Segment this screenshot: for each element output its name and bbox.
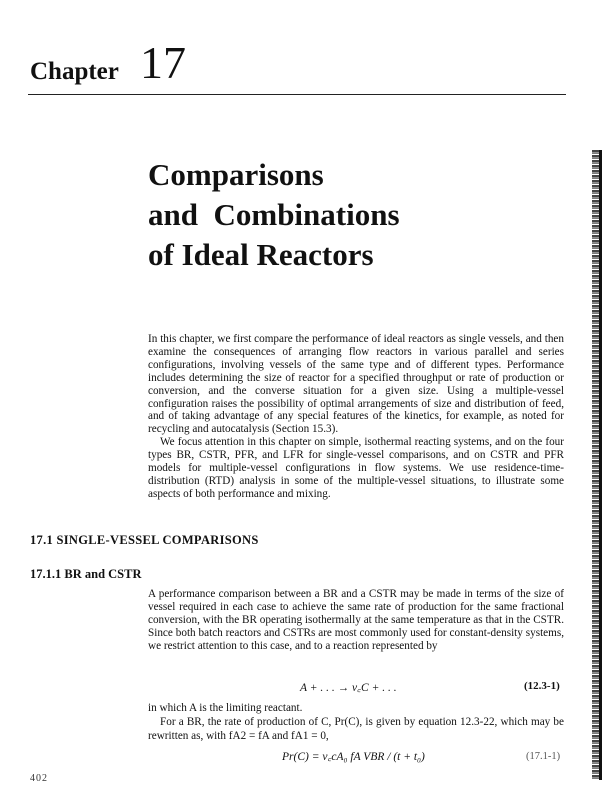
chapter-number: 17 [140,37,186,88]
subsection-heading: 17.1.1 BR and CSTR [30,567,142,581]
intro-paragraph-2: We focus attention in this chapter on simple, isothermal reacting systems, and on the four types BR, CSTR, PFR, and LFR for single-vessel comparisons, and on CSTR and PFR models for multiple-vessel configurations in flow systems. We use residence-time-distribution (RTD) analysis in some of the multiple-vessel situations, to illustrate some aspects of both performance and mixing. [148,436,564,500]
title-line-1: Comparisons [148,157,324,192]
page-number: 402 [30,773,48,784]
equation-17-1-1: Pr(C) = ν꜀cA₀ fA VBR / (t + t₀) [282,751,425,763]
body-paragraph-2: in which A is the limiting reactant. [148,702,303,714]
title-line-3: of Ideal Reactors [148,237,374,272]
equation-number-17-1-1: (17.1-1) [526,751,561,762]
body-paragraph-3: For a BR, the rate of production of C, Pr(C), is given by equation 12.3-22, which may be rewritten as, with fA2 = fA and fA1 = 0, [148,716,564,742]
body-text-2 [148,701,564,743]
binding-edge-line [599,150,602,780]
equation-number-12-3-1: (12.3-1) [524,680,560,692]
header-rule [28,94,566,95]
chapter-title [148,155,508,275]
equation-12-3-1: A + . . . → ν꜀C + . . . [300,682,397,694]
section-heading: 17.1 SINGLE-VESSEL COMPARISONS [30,533,259,547]
body-paragraph-1: A performance comparison between a BR and a CSTR may be made in terms of the size of vessel required in each case to achieve the same rate of production for the same fractional conversion, with the BR operating isothermally at the same temperature as that in the CSTR. Since both batch reactors and CSTRs are most commonly used for constant-density systems, we restrict attention to this case, and to a reaction represented by [148,588,564,652]
title-line-2: and Combinations [148,197,400,232]
body-text [148,588,564,653]
intro-paragraph-1: In this chapter, we first compare the performance of ideal reactors as single vessels, and then examine the consequences of arranging flow reactors in various parallel and series configurations, involving vessels of the same type and of different types. Performance includes determining the size of reactor for a specified throughput or rate of production or conversion, and the converse situation for a given size. Using a multiple-vessel configuration raises the possibility of optimal arrangements of size and distribution of feed, and of taking advantage of any special features of the kinetics, for example, as noted for recycling and autocatalysis (Section 15.3). [148,333,564,436]
intro-text [148,333,564,501]
chapter-label: Chapter [30,58,119,85]
